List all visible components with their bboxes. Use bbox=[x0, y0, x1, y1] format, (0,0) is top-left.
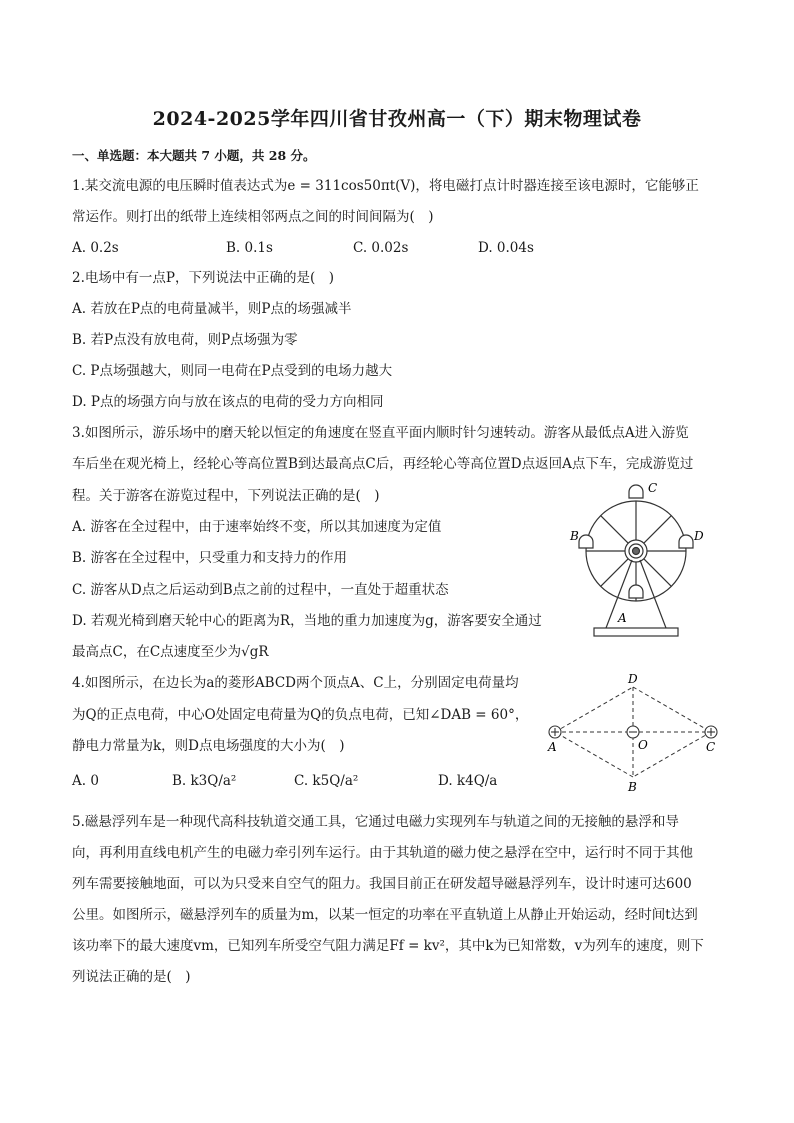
q3-option-c[interactable]: C. 游客从D点之后运动到B点之前的过程中，一直处于超重状态 bbox=[72, 582, 449, 598]
q1-stem-line-2: 常运作。则打出的纸带上连续相邻两点之间的时间间隔为( ) bbox=[72, 209, 434, 225]
q4-option-a[interactable]: A. 0 bbox=[72, 773, 99, 789]
q3-option-d[interactable]: D. 若观光椅到磨天轮中心的距离为R，当地的重力加速度为g，游客要安全通过 bbox=[72, 613, 542, 629]
label-b: B bbox=[570, 529, 579, 543]
section-heading: 一、单选题：本大题共 7 小题，共 28 分。 bbox=[72, 148, 316, 163]
q4-option-d[interactable]: D. k4Q/a bbox=[438, 773, 498, 789]
q4-stem-line-3: 静电力常量为k，则D点电场强度的大小为( ) bbox=[72, 738, 345, 754]
q3-stem-line-3: 程。关于游客在游览过程中，下列说法正确的是( ) bbox=[72, 488, 380, 504]
q2-option-a[interactable]: A. 若放在P点的电荷量减半，则P点的场强减半 bbox=[72, 301, 352, 317]
rhombus-charge-figure bbox=[540, 672, 730, 794]
q3-stem-line-2: 车后坐在观光椅上，经轮心等高位置B到达最高点C后，再经轮心等高位置D点返回A点下车，完成游览过 bbox=[72, 456, 694, 472]
q5-stem-line-3: 列车需要接触地面，可以为只受来自空气的阻力。我国目前正在研发超导磁悬浮列车，设计时速可达600 bbox=[72, 876, 692, 892]
q3-option-d-cont: 最高点C，在C点速度至少为√gR bbox=[72, 644, 269, 660]
label-d: D bbox=[628, 672, 638, 686]
q4-option-c[interactable]: C. k5Q/a² bbox=[294, 773, 359, 789]
q1-option-a[interactable]: A. 0.2s bbox=[72, 240, 119, 256]
label-d: D bbox=[694, 529, 704, 543]
label-o: O bbox=[638, 738, 648, 752]
label-b: B bbox=[628, 780, 637, 794]
q3-option-a[interactable]: A. 游客在全过程中，由于速率始终不变，所以其加速度为定值 bbox=[72, 519, 442, 535]
label-c: C bbox=[648, 481, 658, 495]
q1-stem-line-1: 1.某交流电源的电压瞬时值表达式为e = 311cos50πt(V)，将电磁打点计时器连接至该电源时，它能够正 bbox=[72, 178, 699, 194]
q5-stem-line-6: 列说法正确的是( ) bbox=[72, 969, 191, 985]
q1-option-b[interactable]: B. 0.1s bbox=[226, 240, 273, 256]
label-a: A bbox=[548, 740, 557, 754]
ferris-wheel-figure bbox=[566, 478, 716, 644]
q5-stem-line-4: 公里。如图所示，磁悬浮列车的质量为m，以某一恒定的功率在平直轨道上从静止开始运动，经时间t达到 bbox=[72, 907, 698, 923]
q4-stem-line-1: 4.如图所示，在边长为a的菱形ABCD两个顶点A、C上，分别固定电荷量均 bbox=[72, 675, 519, 691]
q4-stem-line-2: 为Q的正点电荷，中心O处固定电荷量为Q的负点电荷，已知∠DAB = 60°， bbox=[72, 707, 529, 723]
label-a: A bbox=[618, 611, 627, 625]
label-c: C bbox=[706, 740, 716, 754]
q2-option-c[interactable]: C. P点场强越大，则同一电荷在P点受到的电场力越大 bbox=[72, 363, 393, 379]
q5-stem-line-5: 该功率下的最大速度vm，已知列车所受空气阻力满足Ff = kv²，其中k为已知常数，v为列车的速度，则下 bbox=[72, 938, 704, 954]
q3-option-b[interactable]: B. 游客在全过程中，只受重力和支持力的作用 bbox=[72, 550, 348, 566]
q4-option-b[interactable]: B. k3Q/a² bbox=[172, 773, 237, 789]
q1-option-d[interactable]: D. 0.04s bbox=[478, 240, 534, 256]
q2-option-d[interactable]: D. P点的场强方向与放在该点的电荷的受力方向相同 bbox=[72, 394, 384, 410]
q2-stem: 2.电场中有一点P，下列说法中正确的是( ) bbox=[72, 270, 334, 286]
exam-title: 2024-2025学年四川省甘孜州高一（下）期末物理试卷 bbox=[152, 108, 642, 130]
q2-option-b[interactable]: B. 若P点没有放电荷，则P点场强为零 bbox=[72, 332, 298, 348]
q5-stem-line-2: 向，再利用直线电机产生的电磁力牵引列车运行。由于其轨道的磁力使之悬浮在空中，运行时不同于其他 bbox=[72, 845, 693, 861]
q5-stem-line-1: 5.磁悬浮列车是一种现代高科技轨道交通工具，它通过电磁力实现列车与轨道之间的无接触的悬浮和导 bbox=[72, 814, 679, 830]
q3-stem-line-1: 3.如图所示，游乐场中的磨天轮以恒定的角速度在竖直平面内顺时针匀速转动。游客从最低点A进入游览 bbox=[72, 425, 689, 441]
q1-option-c[interactable]: C. 0.02s bbox=[353, 240, 409, 256]
